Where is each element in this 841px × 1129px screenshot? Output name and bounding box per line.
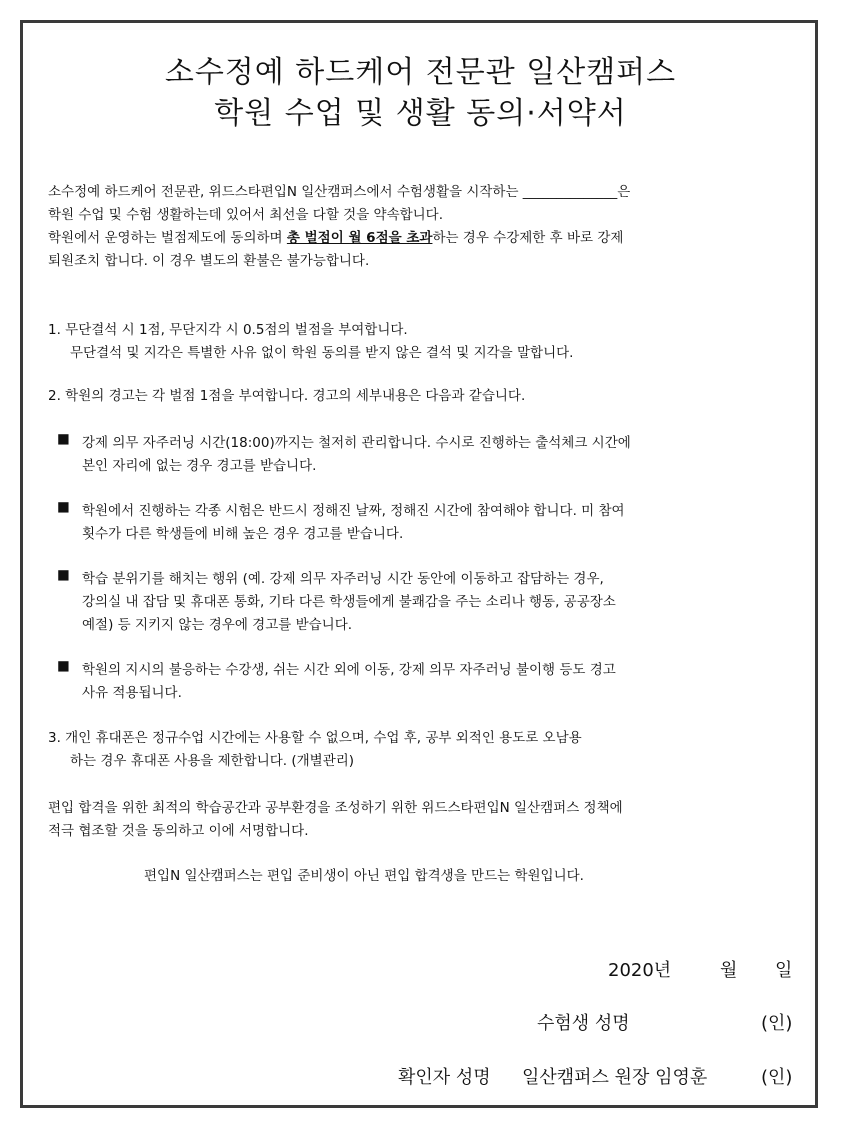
intro-line3-post: 하는 경우 수강제한 후 바로 강제 (432, 230, 624, 246)
bullet3-line3: 예절) 등 지키지 않는 경우에 경고를 받습니다. (82, 617, 353, 633)
date-month: 월 (720, 960, 738, 981)
rule3-line2: 하는 경우 휴대폰 사용을 제한합니다. (개별관리) (70, 753, 355, 769)
bullet4-line1: 학원의 지시의 불응하는 수강생, 쉬는 시간 외에 이동, 강제 의무 자주러닝 불이행 등도 경고 (82, 662, 616, 678)
confirmer-name: 일산캠퍼스 원장 임영훈 (522, 1067, 708, 1088)
academy-slogan: 편입N 일산캠퍼스는 편입 준비생이 아닌 편입 합격생을 만드는 학원입니다. (144, 868, 584, 884)
date-year: 2020년 (608, 960, 672, 981)
document-title-line2: 학원 수업 및 생활 동의·서약서 (214, 96, 627, 131)
bullet-square-icon: ■ (57, 658, 70, 674)
bullet1-line2: 본인 자리에 없는 경우 경고를 받습니다. (82, 458, 317, 474)
bullet4-line2: 사유 적용됩니다. (82, 685, 182, 701)
intro-line3-pre: 학원에서 운영하는 벌점제도에 동의하며 (48, 230, 287, 246)
penalty-limit-emphasis: 총 벌점이 월 6점을 초과 (286, 230, 433, 246)
bullet2-line2: 횟수가 다른 학생들에 비해 높은 경우 경고를 받습니다. (82, 526, 404, 542)
confirmer-seal: (인) (761, 1067, 793, 1088)
bullet3-line2: 강의실 내 잡담 및 휴대폰 통화, 기타 다른 학생들에게 불쾌감을 주는 소리나 행동, 공공장소 (82, 594, 616, 610)
confirmer-name-label: 확인자 성명 (398, 1067, 491, 1088)
intro-line3 (48, 226, 623, 246)
bullet-square-icon: ■ (57, 499, 70, 515)
bullet3-line1: 학습 분위기를 해치는 행위 (예. 강제 의무 자주러닝 시간 동안에 이동하고 잡담하는 경우, (82, 571, 604, 587)
closing-line1: 편입 합격을 위한 최적의 학습공간과 공부환경을 조성하기 위한 위드스타편입N 일산캠퍼스 정책에 (48, 800, 623, 816)
rule1-line2: 무단결석 및 지각은 특별한 사유 없이 학원 동의를 받지 않은 결석 및 지각을 말합니다. (70, 345, 574, 361)
bullet2-line1: 학원에서 진행하는 각종 시험은 반드시 정해진 날짜, 정해진 시간에 참여해야 합니다. 미 참여 (82, 503, 625, 519)
bullet1-line1: 강제 의무 자주러닝 시간(18:00)까지는 철저히 관리합니다. 수시로 진행하는 출석체크 시간에 (82, 435, 631, 451)
bullet-square-icon: ■ (57, 567, 70, 583)
intro-line1: 소수정예 하드케어 전문관, 위드스타편입N 일산캠퍼스에서 수험생활을 시작하는 ______________은 (48, 184, 631, 200)
date-day: 일 (775, 960, 793, 981)
rule1-line1: 1. 무단결석 시 1점, 무단지각 시 0.5점의 벌점을 부여합니다. (48, 322, 408, 338)
student-name-label: 수험생 성명 (537, 1013, 630, 1034)
intro-line4: 퇴원조치 합니다. 이 경우 별도의 환불은 불가능합니다. (48, 253, 370, 269)
bullet-square-icon: ■ (57, 431, 70, 447)
document-title-line1: 소수정예 하드케어 전문관 일산캠퍼스 (164, 55, 677, 90)
rule2-line1: 2. 학원의 경고는 각 벌점 1점을 부여합니다. 경고의 세부내용은 다음과 같습니다. (48, 388, 526, 404)
student-seal: (인) (761, 1013, 793, 1034)
intro-line2: 학원 수업 및 수험 생활하는데 있어서 최선을 다할 것을 약속합니다. (48, 207, 444, 223)
closing-line2: 적극 협조할 것을 동의하고 이에 서명합니다. (48, 823, 309, 839)
rule3-line1: 3. 개인 휴대폰은 정규수업 시간에는 사용할 수 없으며, 수업 후, 공부 외적인 용도로 오남용 (48, 730, 582, 746)
